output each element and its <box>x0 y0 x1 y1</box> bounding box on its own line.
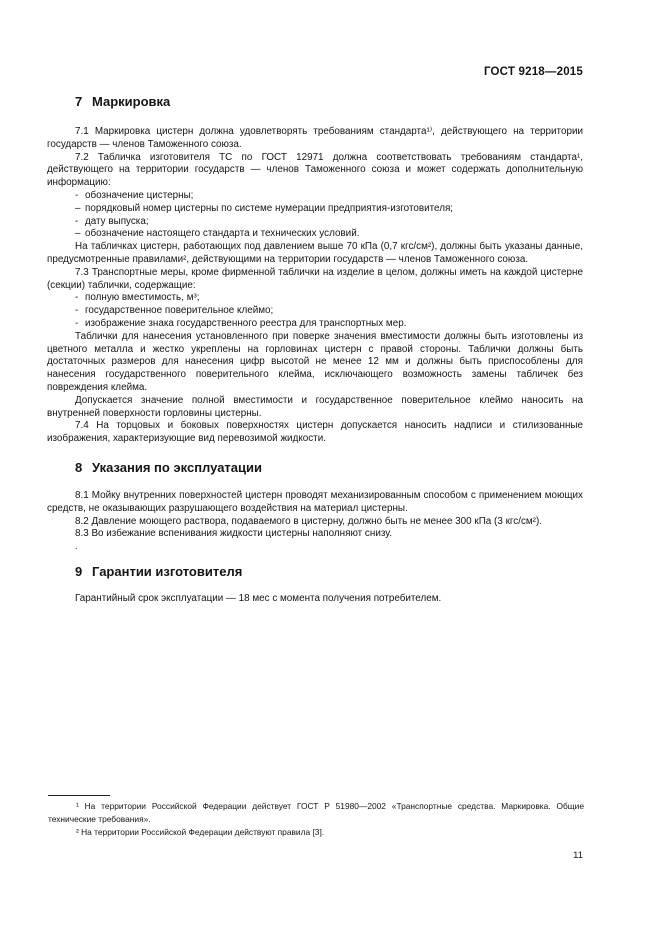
paragraph-7-2: 7.2 Табличка изготовителя ТС по ГОСТ 12971 должна соответствовать требованиям стандарта¹, действующего на территории государств — членов Таможенного союза и может содержать дополнительную информацию: <box>47 151 583 189</box>
list-item-text: порядковый номер цистерны по системе нумерации предприятия-изготовителя; <box>85 202 454 214</box>
section-title: Указания по эксплуатации <box>92 459 262 475</box>
footnotes <box>48 800 584 838</box>
document-header: ГОСТ 9218—2015 <box>483 66 583 78</box>
list-item: - обозначение цистерны; <box>75 189 194 201</box>
list-item-text: обозначение настоящего стандарта и технических условий. <box>85 228 360 240</box>
page-number: 11 <box>573 850 583 861</box>
paragraph-7-1: 7.1 Маркировка цистерн должна удовлетворять требованиям стандарта¹⁾, действующего на территории государств — членов Таможенного союза. <box>47 126 583 150</box>
paragraph-7-4: 7.4 На торцовых и боковых поверхностях цистерн допускается наносить надписи и стилизованные изображения, характеризующие вид перевозимой жидкости. <box>47 420 583 445</box>
section-7-heading <box>47 93 583 111</box>
paragraph-plates: Таблички для нанесения установленного при поверке значения вместимости должны быть изготовлены из цветного металла и жестко укреплены на горловинах цистерн с правой стороны. Таблички должны быть достаточных размеров для нанесения цифр высотой не менее 12 мм и должны быть приспособлены для нанесения государственного поверительного клейма, исключающего возможность замены табличек без повреждения клейма. <box>47 330 583 393</box>
list-item-text: государственное поверительное клеймо; <box>85 305 274 317</box>
list-item-text: изображение знака государственного реестра для транспортных мер. <box>85 317 407 329</box>
page-content <box>47 88 583 606</box>
paragraph-7-3: 7.3 Транспортные меры, кроме фирменной таблички на изделие в целом, должны иметь на каждой цистерне (секции) таблички, содержащие: <box>47 266 583 291</box>
section-number: 9 <box>75 564 83 580</box>
section-number: 7 <box>75 94 83 109</box>
list-item: - государственное поверительное клеймо; <box>75 305 274 317</box>
footnote-separator <box>48 795 110 796</box>
paragraph-8-3: 8.3 Во избежание вспенивания жидкости цистерны наполняют снизу. <box>75 528 392 540</box>
section-9-heading <box>47 563 583 581</box>
section-number: 8 <box>75 459 83 475</box>
list-item-text: обозначение цистерны; <box>85 189 194 201</box>
list-item-text: полную вместимость, м³; <box>85 292 200 304</box>
paragraph-8-2: 8.2 Давление моющего раствора, подаваемого в цистерну, должно быть не менее 300 кПа (3 кгс/см²). <box>75 515 543 527</box>
paragraph-9: Гарантийный срок эксплуатации — 18 мес с момента получения потребителем. <box>75 593 442 605</box>
list-item: - полную вместимость, м³; <box>75 292 200 304</box>
footnote-2: ² На территории Российской Федерации действуют правила [3]. <box>76 826 325 837</box>
stray-mark: . <box>75 541 78 552</box>
section-title: Гарантии изготовителя <box>92 564 243 580</box>
list-item: – порядковый номер цистерны по системе нумерации предприятия-изготовителя; <box>75 202 454 214</box>
section-title: Маркировка <box>92 94 171 109</box>
list-item-text: дату выпуска; <box>85 215 149 227</box>
paragraph-allowed: Допускается значение полной вместимости и государственное поверительное клеймо наносить на внутренней поверхности горловины цистерны. <box>47 394 583 419</box>
list-item: - изображение знака государственного реестра для транспортных мер. <box>75 317 407 329</box>
list-item: - дату выпуска; <box>75 215 149 227</box>
list-item: – обозначение настоящего стандарта и технических условий. <box>75 228 360 240</box>
footnote-1: ¹ На территории Российской Федерации действует ГОСТ Р 51980—2002 «Транспортные средства. Маркировка. Общие технические требования». <box>48 801 584 824</box>
paragraph-8-1: 8.1 Мойку внутренних поверхностей цистерн проводят механизированным способом с применением моющих средств, не оказывающих разрушающего воздействия на материал цистерны. <box>47 489 583 514</box>
section-8-heading <box>47 459 583 477</box>
paragraph-pressure: На табличках цистерн, работающих под давлением выше 70 кПа (0,7 кгс/см²), должны быть указаны данные, предусмотренные правилами², действующими на территории государств — членов Таможенного союза. <box>47 241 583 265</box>
